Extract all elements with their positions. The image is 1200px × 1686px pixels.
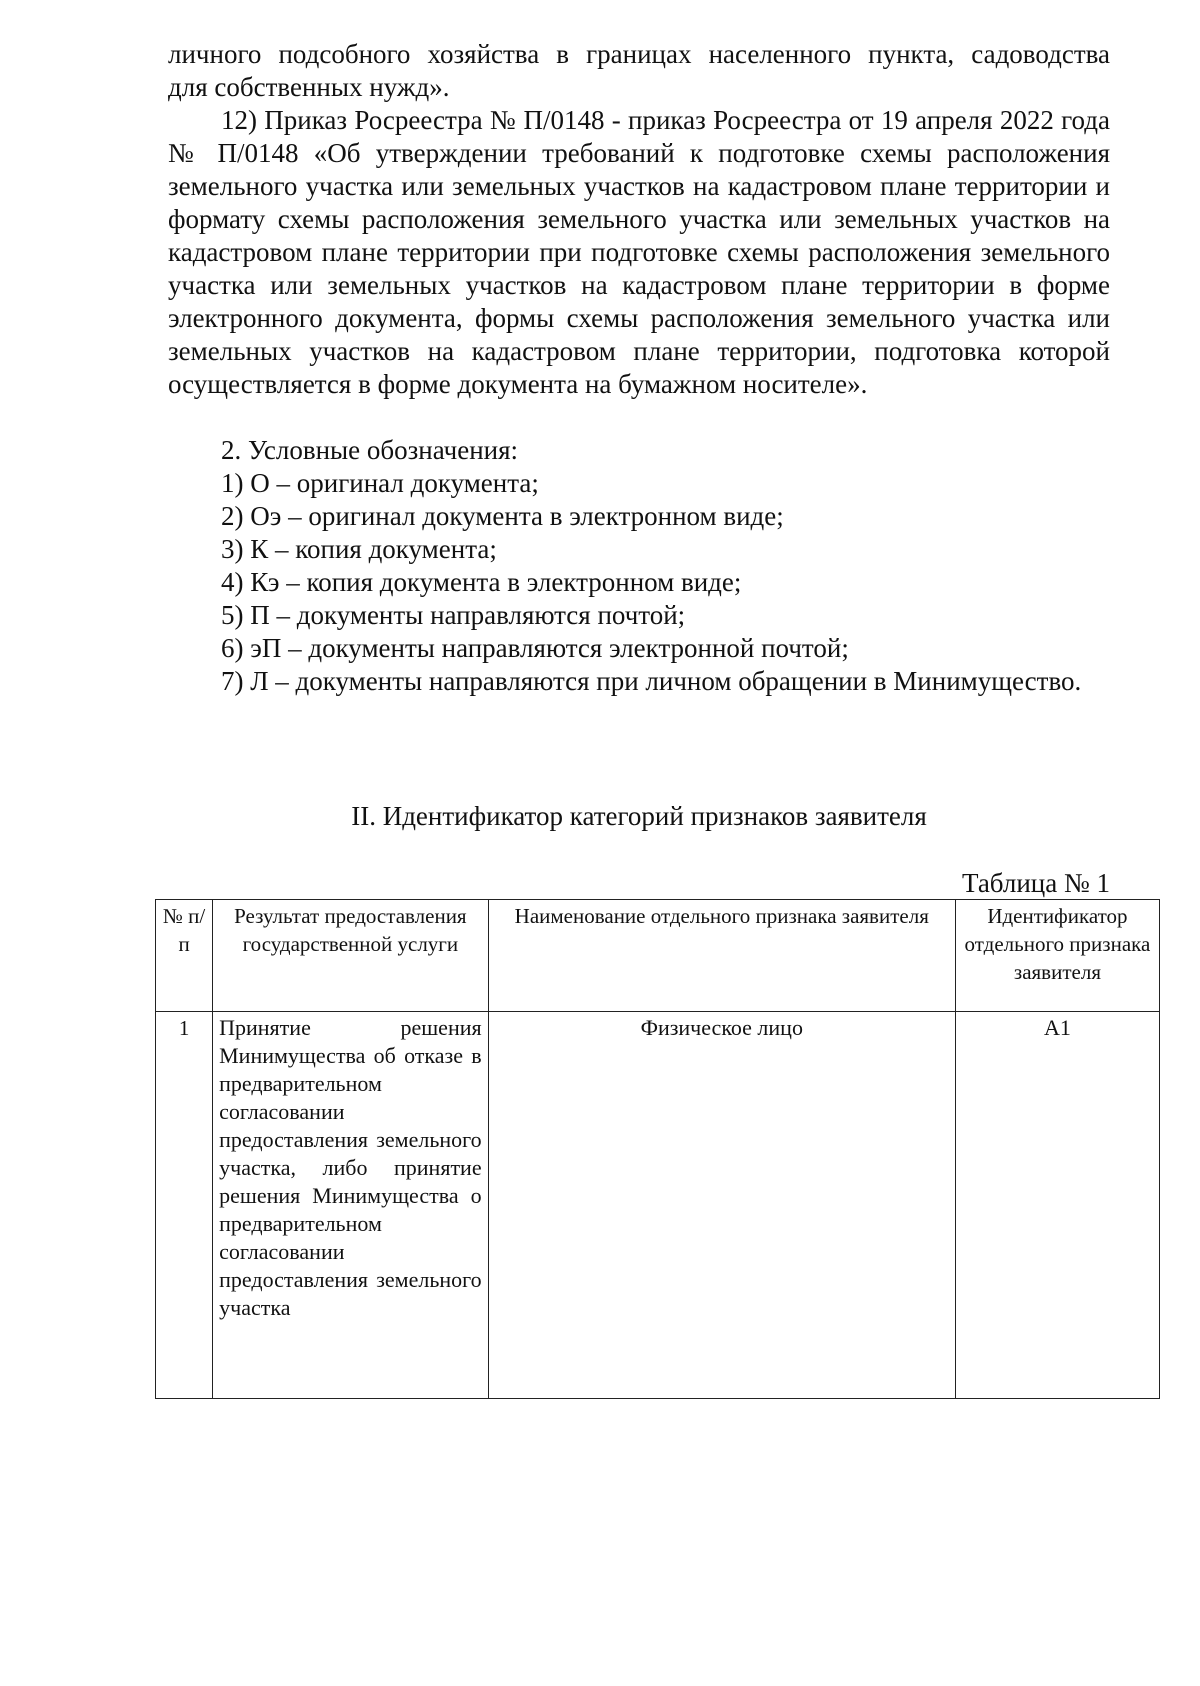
paragraph-continuation-line-1: личного подсобного хозяйства в границах населенного пункта, садоводства: [168, 39, 1110, 69]
cell-identifier: А1: [955, 1012, 1159, 1399]
header-num: № п/п: [156, 900, 213, 1012]
applicant-identifier-table: [155, 899, 1160, 1399]
spacer: [168, 401, 1110, 434]
legend-item-1: 1) О – оригинал документа;: [221, 468, 539, 498]
header-identifier: Идентификатор отдельного признака заявителя: [955, 900, 1159, 1012]
table-row: [156, 1012, 1160, 1399]
legend-heading: 2. Условные обозначения:: [221, 435, 519, 465]
section-title: II. Идентификатор категорий признаков заявителя: [351, 801, 927, 831]
cell-result: Принятие решения Минимущества об отказе в предварительном согласовании предоставления земельного участка, либо принятие решения Минимущества о предварительном согласовании предоставления земельного участка: [213, 1012, 488, 1399]
paragraph-item-12: 12) Приказ Росреестра № П/0148 - приказ Росреестра от 19 апреля 2022 года № П/0148 «Об утверждении требований к подготовке схемы расположения земельного участка или земельных участков на кадастровом плане территории и формату схемы расположения земельного участка или земельных участков на кадастровом плане территории при подготовке схемы расположения земельного участка или земельных участков на кадастровом плане территории в форме электронного документа, формы схемы расположения земельного участка или земельных участков на кадастровом плане территории, подготовка которой осуществляется в форме документа на бумажном носителе».: [168, 105, 1110, 399]
legend-item-6: 6) эП – документы направляются электронной почтой;: [221, 633, 849, 663]
legend-item-7: 7) Л – документы направляются при личном обращении в Минимущество.: [221, 666, 1082, 696]
legend-item-2: 2) Оэ – оригинал документа в электронном виде;: [221, 501, 784, 531]
legend-item-3: 3) К – копия документа;: [221, 534, 497, 564]
paragraph-continuation-line-2: для собственных нужд».: [168, 72, 450, 102]
header-result: Результат предоставления государственной услуги: [213, 900, 488, 1012]
legend-item-4: 4) Кэ – копия документа в электронном виде;: [221, 567, 742, 597]
table-caption: Таблица № 1: [962, 868, 1110, 898]
body-text: [168, 38, 1110, 698]
header-feature: Наименование отдельного признака заявителя: [488, 900, 955, 1012]
table-header-row: [156, 900, 1160, 1012]
cell-num: 1: [156, 1012, 213, 1399]
cell-feature: Физическое лицо: [488, 1012, 955, 1399]
legend-item-5: 5) П – документы направляются почтой;: [221, 600, 686, 630]
